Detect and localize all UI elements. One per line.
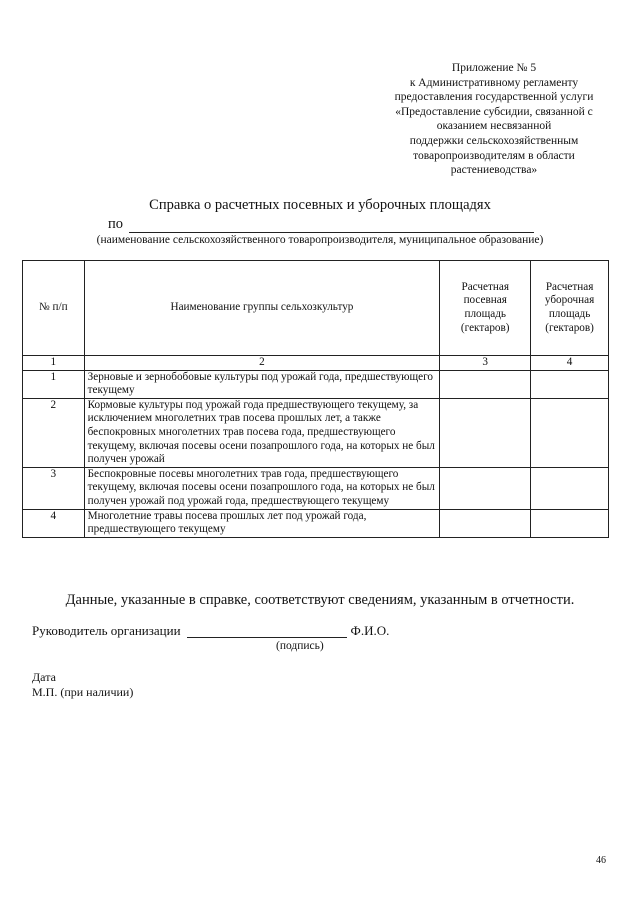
row-num: 3 — [23, 467, 85, 509]
po-label: по — [108, 216, 124, 232]
col-number: 2 — [84, 356, 440, 371]
row-num: 1 — [23, 370, 85, 398]
col-number: 3 — [440, 356, 531, 371]
row-harvest-cell[interactable] — [531, 398, 609, 467]
signature-blank-field[interactable] — [187, 625, 347, 638]
row-sown-cell[interactable] — [440, 467, 531, 509]
table-header-row — [23, 261, 609, 356]
appendix-line: товаропроизводителям в области — [413, 149, 575, 162]
header-harvest: Расчетная уборочная площадь (гектаров) — [531, 261, 609, 356]
table-row — [23, 467, 609, 509]
appendix-line: оказанием несвязанной — [436, 120, 552, 133]
row-num: 2 — [23, 398, 85, 467]
row-harvest-cell[interactable] — [531, 467, 609, 509]
producer-blank-field[interactable] — [129, 220, 534, 233]
row-sown-cell[interactable] — [440, 370, 531, 398]
confirmation-statement: Данные, указанные в справке, соответствуют сведениям, указанным в отчетности. — [65, 592, 575, 608]
row-name: Беспокровные посевы многолетних трав года, предшествующего текущему, включая посевы осени позапрошлого года, на которых не был получен урожай под урожай года, предшествующего текущему — [84, 467, 440, 509]
row-num: 4 — [23, 509, 85, 537]
appendix-line: растениеводства» — [450, 164, 538, 177]
signature-line — [32, 623, 389, 639]
column-numbers-row — [23, 356, 609, 371]
header-sown: Расчетная посевная площадь (гектаров) — [440, 261, 531, 356]
document-title: Справка о расчетных посевных и уборочных площадях — [149, 197, 491, 213]
stamp-label: М.П. (при наличии) — [32, 685, 134, 699]
appendix-block — [378, 61, 610, 178]
table-row — [23, 398, 609, 467]
page-number: 46 — [596, 855, 606, 866]
row-name: Многолетние травы посева прошлых лет под урожай года, предшествующего текущему — [84, 509, 440, 537]
row-sown-cell[interactable] — [440, 509, 531, 537]
appendix-line: предоставления государственной услуги — [394, 91, 594, 104]
appendix-line: поддержки сельскохозяйственным — [409, 134, 579, 147]
appendix-line: к Административному регламенту — [409, 76, 579, 89]
signature-caption: (подпись) — [276, 640, 324, 652]
table-row — [23, 509, 609, 537]
row-name: Кормовые культуры под урожай года предшествующего текущему, за исключением многолетних трав посева прошлых лет, а также беспокровных многолетних трав посева года, предшествующего текущему, включая посевы осени позапрошлого года, на которых не был получен урожай — [84, 398, 440, 467]
table-row — [23, 370, 609, 398]
fio-label: Ф.И.О. — [350, 623, 390, 638]
appendix-line: Приложение № 5 — [451, 62, 537, 74]
row-harvest-cell[interactable] — [531, 370, 609, 398]
producer-line — [108, 216, 534, 233]
col-number: 1 — [23, 356, 85, 371]
header-num: № п/п — [23, 261, 85, 356]
signature-label: Руководитель организации — [32, 623, 181, 638]
areas-table — [22, 260, 609, 538]
appendix-line: «Предоставление субсидии, связанной с — [395, 105, 593, 118]
col-number: 4 — [531, 356, 609, 371]
row-harvest-cell[interactable] — [531, 509, 609, 537]
row-name: Зерновые и зернобобовые культуры под урожай года, предшествующего текущему — [84, 370, 440, 398]
row-sown-cell[interactable] — [440, 398, 531, 467]
date-label: Дата — [32, 670, 56, 684]
producer-caption: (наименование сельскохозяйственного товаропроизводителя, муниципальное образование) — [96, 234, 544, 246]
header-name: Наименование группы сельхозкультур — [84, 261, 440, 356]
